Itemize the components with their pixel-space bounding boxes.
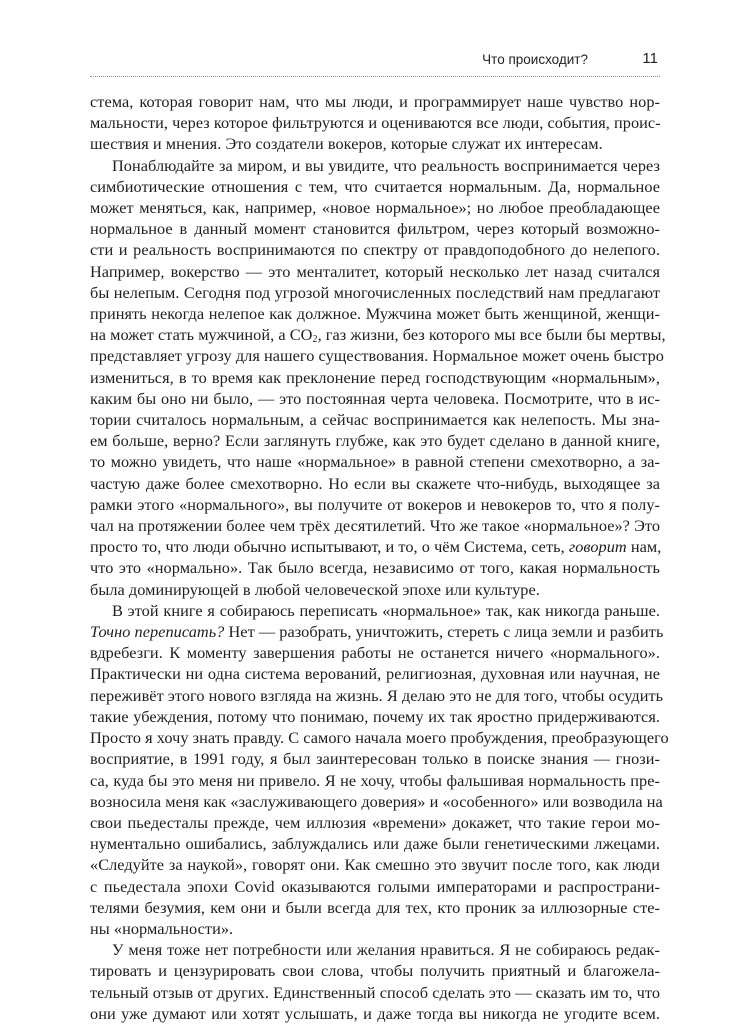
text-line: «Следуйте за наукой», говорят они. Как смешно это звучит после того, как люди: [90, 855, 660, 875]
text-run: нам,: [626, 537, 662, 557]
text-run: , газ жизни, без которого мы все были бы мертвы,: [317, 325, 666, 345]
text-line: нормальное в данный момент становится фильтром, через который возможно-: [90, 219, 660, 239]
text-line: шествия и мнения. Это создатели вокеров, которые служат их интересам.: [90, 134, 603, 154]
text-line: принять некогда нелепое как должное. Мужчина может быть женщиной, женщи-: [90, 304, 660, 324]
text-line: мальности, через которое фильтруются и оцениваются все люди, события, проис-: [90, 113, 661, 133]
text-line: бы нелепым. Сегодня под угрозой многочисленных последствий нам предлагают: [90, 282, 660, 302]
text-line: Понаблюдайте за миром, и вы увидите, что реальность воспринимается через: [112, 155, 660, 175]
text-run: на может стать мужчиной, а CO: [90, 325, 313, 345]
text-line: ны «нормальности».: [90, 918, 234, 938]
emphasis: Точно переписать?: [90, 622, 225, 642]
paragraph: [90, 91, 660, 155]
text-line: частую даже более смехотворно. Но если вы скажете что-нибудь, выходящее за: [90, 473, 660, 493]
text-line: тировать и цензурировать свои слова, чтобы получить приятный и благожела-: [90, 961, 660, 981]
text-line: такие убеждения, потому что понимаю, почему их так яростно придерживаются.: [90, 706, 660, 726]
text-line: В этой книге я собираюсь переписать «нормальное» так, как никогда раньше.: [112, 600, 660, 620]
text-line: вдребезги. К моменту завершения работы не останется ничего «нормального».: [90, 643, 660, 663]
text-line: симбиотические отношения с тем, что считается нормальным. Да, нормальное: [90, 176, 660, 196]
paragraph: [90, 939, 660, 1024]
text-line: Просто я хочу знать правду. С самого начала моего пробуждения, преобразующего: [90, 728, 669, 748]
text-line: [90, 621, 664, 642]
text-run: Нет — разобрать, уничтожить, стереть с лица земли и разбить: [224, 622, 664, 642]
text-line: [90, 536, 660, 557]
text-line: телями безумия, кем они и были всегда для тех, кто проник за иллюзорные сте-: [90, 897, 660, 917]
text-line: может меняться, как, например, «новое нормальное»; но любое преобладающее: [90, 198, 660, 218]
text-line: рамки этого «нормального», вы получите от вокеров и невокеров то, что я полу-: [90, 494, 660, 514]
text-line: нументально ошибались, заблуждались или даже были генетическими лжецами.: [90, 834, 660, 854]
text-line: переживёт этого нового взгляда на жизнь. Я делаю это не для того, чтобы осудить: [90, 685, 664, 705]
text-line: чал на протяжении более чем трёх десятилетий. Что же такое «нормальное»? Это: [90, 516, 661, 536]
text-line: Например, вокерство — это менталитет, который несколько лет назад считался: [90, 261, 660, 281]
running-header: [90, 50, 660, 77]
text-line: что это «нормально». Так было всегда, независимо от того, какая нормальность: [90, 558, 660, 578]
text-run: просто то, что люди обычно испытывают, и то, о чём Система, сеть,: [90, 537, 569, 557]
page-number: 11: [642, 50, 658, 67]
text-line: стема, которая говорит нам, что мы люди, и программирует наше чувство нор-: [90, 92, 660, 111]
text-line: ем больше, верно? Если заглянуть глубже, как это будет сделано в данной книге,: [90, 431, 660, 451]
body-text: [90, 91, 669, 1024]
text-line: тории считалось нормальным, а сейчас воспринимается как нелепость. Мы зна-: [90, 410, 660, 430]
text-line: представляет угрозу для нашего существования. Нормальное может очень быстро: [90, 346, 664, 366]
text-line: восприятие, в 1991 году, я был заинтересован только в поиске знания — гнози-: [90, 749, 660, 769]
text-line: каким бы оно ни было, — это постоянная черта человека. Посмотрите, что в ис-: [90, 388, 660, 408]
paragraph: [90, 600, 669, 939]
text-line: то можно увидеть, что наше «нормальное» в равной степени смехотворно, а за-: [90, 452, 660, 472]
text-line: тельный отзыв от других. Единственный способ сделать это — сказать им то, что: [90, 982, 661, 1002]
text-line: возносила меня как «заслуживающего доверия» и «особенного» или возводила на: [90, 791, 663, 811]
text-line: У меня тоже нет потребности или желания нравиться. Я не собираюсь редак-: [112, 940, 660, 960]
paragraph: [90, 155, 666, 600]
text-line: с пьедестала эпохи Covid оказываются голыми императорами и распространи-: [90, 876, 660, 896]
text-line: са, куда бы это меня ни привело. Я не хочу, чтобы фальшивая нормальность пре-: [90, 770, 660, 790]
text-line: [90, 324, 666, 346]
emphasis: говорит: [568, 537, 627, 557]
chapter-title: Что происходит?: [482, 52, 588, 67]
text-line: Практически ни одна система верований, религиозная, духовная или научная, не: [90, 664, 660, 684]
text-line: они уже думают или хотят услышать, и даже тогда вы никогда не угодите всем.: [90, 1003, 660, 1023]
text-line: свои пьедесталы прежде, чем иллюзия «времени» докажет, что такие герои мо-: [90, 812, 660, 832]
text-line: сти и реальность воспринимаются по спектру от правдоподобного до нелепого.: [90, 240, 660, 260]
text-line: измениться, в то время как преклонение перед господствующим «нормальным»,: [90, 367, 660, 387]
subscript: 2: [312, 334, 318, 346]
text-line: была доминирующей в любой человеческой эпохе или культуре.: [90, 579, 540, 599]
